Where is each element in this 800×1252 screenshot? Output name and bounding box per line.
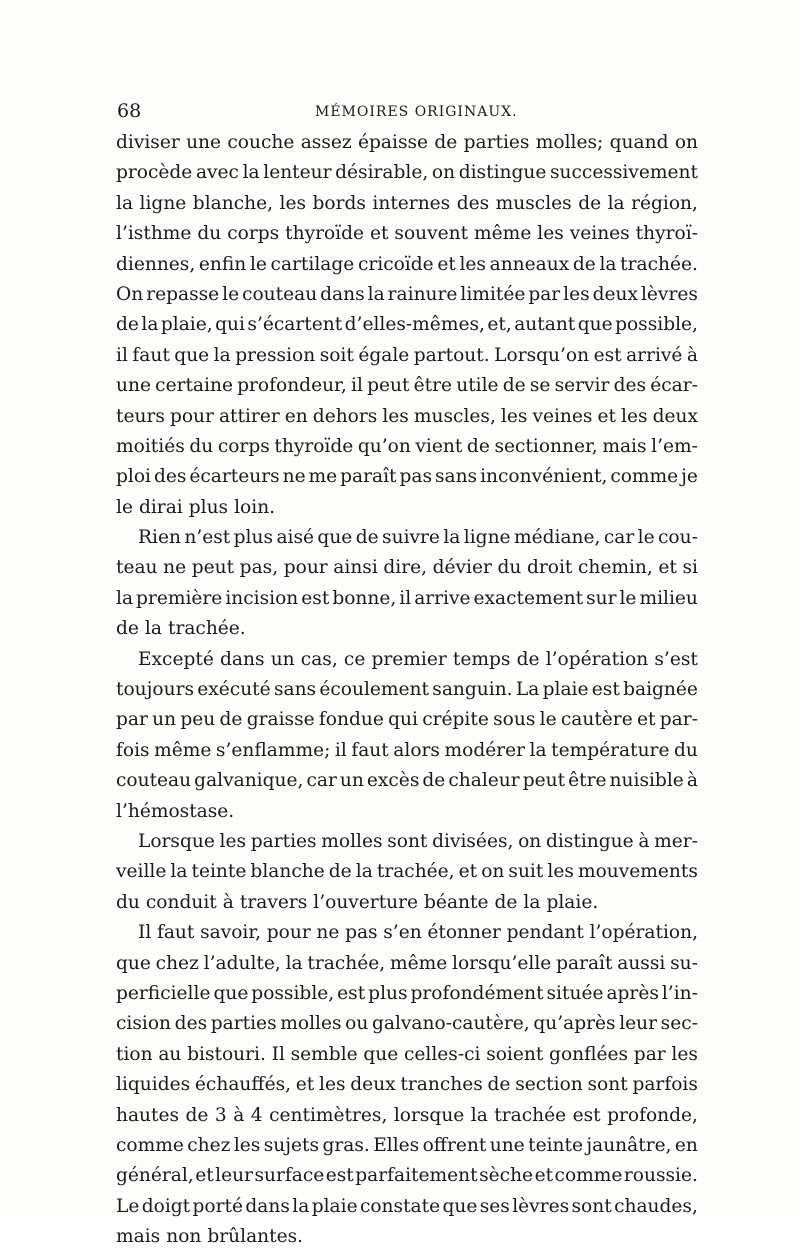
text-line: mais non brûlantes. bbox=[116, 1226, 304, 1248]
text-line: le dirai plus loin. bbox=[116, 496, 276, 518]
text-line: de la trachée. bbox=[116, 618, 246, 640]
text-line: teau ne peut pas, pour ainsi dire, dévier du droit chemin, et si bbox=[116, 557, 698, 579]
text-line: liquides échauffés, et les deux tranches de section sont parfois bbox=[116, 1074, 698, 1096]
text-line: Rien n’est plus aisé que de suivre la ligne médiane, car le cou- bbox=[138, 527, 698, 549]
text-line: moitiés du corps thyroïde qu’on vient de sectionner, mais l’em- bbox=[116, 435, 698, 457]
running-head bbox=[115, 98, 700, 124]
text-line: procède avec la lenteur désirable, on distingue successivement bbox=[116, 162, 698, 184]
text-line: de la plaie, qui s’écartent d’elles-mêmes, et, autant que possible, bbox=[116, 314, 698, 336]
text-line: tion au bistouri. Il semble que celles-ci soient gonflées par les bbox=[116, 1043, 698, 1065]
text-line: général, et leur surface est parfaitement sèche et comme roussie. bbox=[116, 1165, 698, 1187]
text-line: couteau galvanique, car un excès de chaleur peut être nuisible à bbox=[116, 770, 698, 792]
text-line: Il faut savoir, pour ne pas s’en étonner pendant l’opération, bbox=[138, 922, 698, 944]
text-line: Le doigt porté dans la plaie constate que ses lèvres sont chaudes, bbox=[116, 1195, 698, 1217]
text-line: diviser une couche assez épaisse de parties molles; quand on bbox=[116, 132, 698, 153]
text-line: hautes de 3 à 4 centimètres, lorsque la trachée est profonde, bbox=[116, 1104, 698, 1126]
text-line: teurs pour attirer en dehors les muscles, les veines et les deux bbox=[116, 405, 698, 427]
text-line: l’hémostase. bbox=[116, 800, 235, 822]
text-line: l’isthme du corps thyroïde et souvent même les veines thyroï- bbox=[116, 223, 698, 245]
text-line: la ligne blanche, les bords internes des muscles de la région, bbox=[116, 192, 698, 214]
text-line: ploi des écarteurs ne me paraît pas sans inconvénient, comme je bbox=[116, 466, 698, 488]
text-line: cision des parties molles ou galvano-cautère, qu’après leur sec- bbox=[116, 1013, 698, 1035]
text-line: diennes, enfin le cartilage cricoïde et les anneaux de la trachée. bbox=[116, 253, 698, 275]
text-line: Excepté dans un cas, ce premier temps de l’opération s’est bbox=[138, 648, 698, 670]
text-line: une certaine profondeur, il peut être utile de se servir des écar- bbox=[116, 375, 698, 397]
text-line: veille la teinte blanche de la trachée, et on suit les mouvements bbox=[116, 861, 698, 883]
text-line: du conduit à travers l’ouverture béante de la plaie. bbox=[116, 891, 599, 913]
text-line: la première incision est bonne, il arrive exactement sur le milieu bbox=[116, 587, 698, 609]
running-title: MÉMOIRES ORIGINAUX. bbox=[315, 104, 518, 120]
text-line: toujours exécuté sans écoulement sanguin. La plaie est baignée bbox=[116, 679, 698, 701]
text-line: perficielle que possible, est plus profondément située après l’in- bbox=[116, 982, 698, 1004]
text-line: comme chez les sujets gras. Elles offrent une teinte jaunâtre, en bbox=[116, 1134, 698, 1156]
text-line: On repasse le couteau dans la rainure limitée par les deux lèvres bbox=[116, 283, 698, 305]
text-line: que chez l’adulte, la trachée, même lorsqu’elle paraît aussi su- bbox=[116, 952, 698, 974]
page-number: 68 bbox=[117, 100, 142, 122]
text-line: Lorsque les parties molles sont divisées, on distingue à mer- bbox=[138, 830, 698, 852]
text-line: il faut que la pression soit égale partout. Lorsqu’on est arrivé à bbox=[116, 344, 698, 366]
text-line: par un peu de graisse fondue qui crépite sous le cautère et par- bbox=[116, 709, 698, 731]
text-line: fois même s’enflamme; il faut alors modérer la température du bbox=[116, 739, 698, 761]
body-text bbox=[116, 128, 698, 1252]
